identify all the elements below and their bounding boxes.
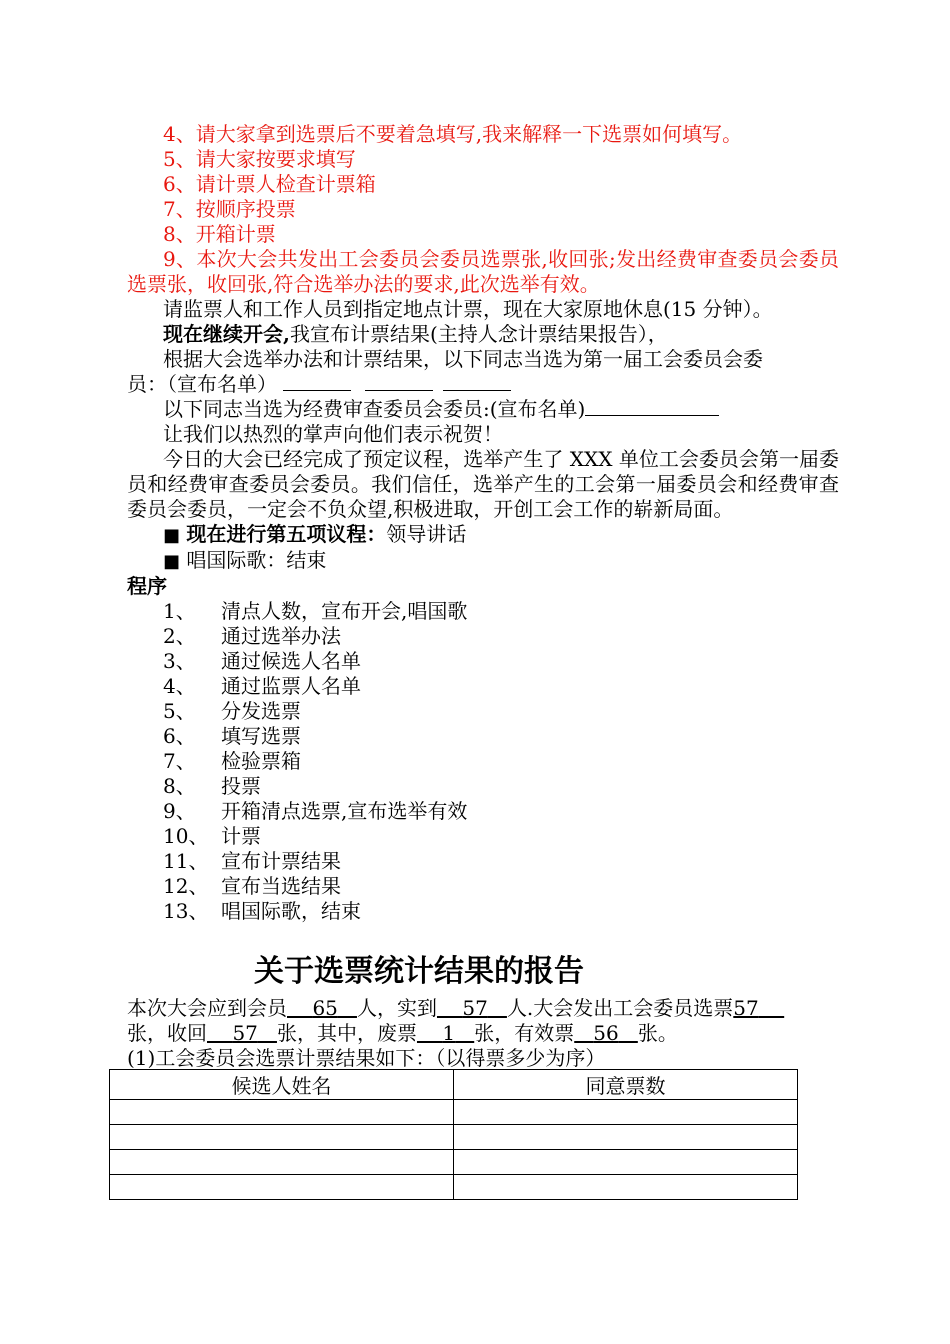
report-text: 人，实到: [356, 996, 437, 1020]
para-continue-text: 我宣布计票结果(主持人念计票结果报告），: [289, 322, 668, 346]
para-elect-line2: [127, 372, 839, 397]
step-4: 4、请大家拿到选票后不要着急填写,我来解释一下选票如何填写。: [163, 122, 743, 146]
report-title: 关于选票统计结果的报告: [254, 954, 584, 989]
program-item: [127, 724, 839, 749]
program-item-number: 12、: [163, 874, 209, 898]
table-cell[interactable]: [454, 1100, 798, 1125]
report-section: [127, 948, 839, 1071]
members-due-value: 65: [312, 996, 338, 1020]
program-list: [127, 599, 839, 924]
table-cell[interactable]: [110, 1150, 454, 1175]
agenda-item-6-text: 唱国际歌：结束: [186, 548, 327, 572]
program-item-number: 10、: [163, 824, 209, 848]
ballots-issued-value: 57: [733, 996, 759, 1020]
program-item: [127, 899, 839, 924]
ballots-invalid-value: 1: [442, 1021, 456, 1045]
program-item: [127, 849, 839, 874]
para-applause: 让我们以热烈的掌声向他们表示祝贺！: [163, 422, 503, 446]
program-item: [127, 774, 839, 799]
table-cell[interactable]: [454, 1150, 798, 1175]
program-item-text: 唱国际歌，结束: [221, 899, 361, 923]
report-line2: [127, 1021, 839, 1046]
program-item: [127, 824, 839, 849]
column-header-candidate: 候选人姓名: [110, 1070, 454, 1100]
column-header-votes: 同意票数: [454, 1070, 798, 1100]
square-bullet-icon: ■: [163, 525, 181, 546]
program-item-text: 开箱清点选票,宣布选举有效: [221, 799, 468, 823]
program-item-number: 3、: [163, 649, 196, 673]
program-item-number: 7、: [163, 749, 196, 773]
program-item-number: 9、: [163, 799, 196, 823]
program-item-text: 通过监票人名单: [221, 674, 361, 698]
report-text: 张，收回: [127, 1021, 207, 1045]
report-line1: [127, 996, 839, 1021]
step-6: 6、请计票人检查计票箱: [163, 172, 376, 196]
program-item: [127, 699, 839, 724]
name-blank: [443, 372, 511, 391]
para-summary: 今日的大会已经完成了预定议程，选举产生了 XXX 单位工会委员会第一届委员和经费审查委员会委员。我们信任，选举产生的工会第一届委员会和经费审查委员会委员，一定会不负众望,积极进取，开创工会工作的崭新局面。: [127, 447, 839, 521]
report-text: 张，有效票: [474, 1021, 575, 1045]
program-item-number: 4、: [163, 674, 196, 698]
table-row: [110, 1175, 798, 1200]
table-row: [110, 1125, 798, 1150]
program-item: [127, 874, 839, 899]
program-item-number: 6、: [163, 724, 196, 748]
agenda-item-5-text: 领导讲话: [386, 522, 467, 546]
program-item: [127, 624, 839, 649]
program-item-text: 通过选举办法: [221, 624, 341, 648]
name-blank: [365, 372, 433, 391]
program-item: [127, 649, 839, 674]
program-item-text: 检验票箱: [221, 749, 301, 773]
program-item-text: 宣布当选结果: [221, 874, 341, 898]
program-item-text: 分发选票: [221, 699, 301, 723]
agenda-item-5: [127, 522, 839, 548]
program-item: [127, 599, 839, 624]
report-text: 张。: [637, 1021, 678, 1045]
program-item: [127, 674, 839, 699]
square-bullet-icon: ■: [163, 551, 181, 572]
program-item-text: 清点人数，宣布开会,唱国歌: [221, 599, 468, 623]
report-text: 人.大会发出工会委员选票: [506, 996, 734, 1020]
para-elect-text: 员：（宣布名单）: [127, 372, 277, 396]
name-blank: [283, 372, 351, 391]
agenda-item-5-bold: 现在进行第五项议程：: [186, 522, 387, 546]
program-heading: 程序: [127, 574, 167, 598]
members-present-value: 57: [462, 996, 488, 1020]
para-audit-text: 以下同志当选为经费审查委员会委员:(宣布名单): [163, 397, 586, 421]
step-9: 9、本次大会共发出工会委员会委员选票张,收回张;发出经费审查委员会委员选票张，收回张,符合选举办法的要求,此次选举有效。: [127, 247, 839, 296]
document-body: [127, 122, 839, 924]
ballots-valid-value: 56: [593, 1021, 619, 1045]
para-rest: 请监票人和工作人员到指定地点计票，现在大家原地休息(15 分钟）。: [163, 297, 773, 321]
agenda-item-6: [127, 548, 839, 574]
program-item-text: 投票: [221, 774, 261, 798]
table-cell[interactable]: [110, 1100, 454, 1125]
program-item: [127, 799, 839, 824]
ballots-returned-value: 57: [232, 1021, 258, 1045]
program-item-number: 8、: [163, 774, 196, 798]
program-item-text: 填写选票: [221, 724, 301, 748]
report-text: 本次大会应到会员: [127, 996, 287, 1020]
program-item-number: 11、: [163, 849, 209, 873]
program-item-number: 13、: [163, 899, 209, 923]
table-cell[interactable]: [110, 1125, 454, 1150]
para-continue-bold: 现在继续开会,: [163, 322, 290, 346]
results-table: [109, 1069, 798, 1200]
program-item-text: 宣布计票结果: [221, 849, 341, 873]
program-item-text: 通过候选人名单: [221, 649, 361, 673]
program-item-number: 5、: [163, 699, 196, 723]
program-item: [127, 749, 839, 774]
para-continue: [127, 322, 839, 347]
step-7: 7、按顺序投票: [163, 197, 296, 221]
table-header-row: [110, 1070, 798, 1100]
table-row: [110, 1150, 798, 1175]
report-text: 张，其中，废票: [276, 1021, 417, 1045]
program-item-text: 计票: [221, 824, 261, 848]
step-5: 5、请大家按要求填写: [163, 147, 356, 171]
results-caption: (1)工会委员会选票计票结果如下：（以得票多少为序）: [127, 1046, 606, 1070]
table-cell[interactable]: [454, 1175, 798, 1200]
para-audit: [127, 397, 839, 422]
table-row: [110, 1100, 798, 1125]
table-cell[interactable]: [454, 1125, 798, 1150]
audit-name-blank: [585, 397, 719, 416]
para-elect-line1: 根据大会选举办法和计票结果，以下同志当选为第一届工会委员会委: [163, 347, 763, 371]
table-cell[interactable]: [110, 1175, 454, 1200]
step-8: 8、开箱计票: [163, 222, 276, 246]
program-item-number: 2、: [163, 624, 196, 648]
program-item-number: 1、: [163, 599, 196, 623]
